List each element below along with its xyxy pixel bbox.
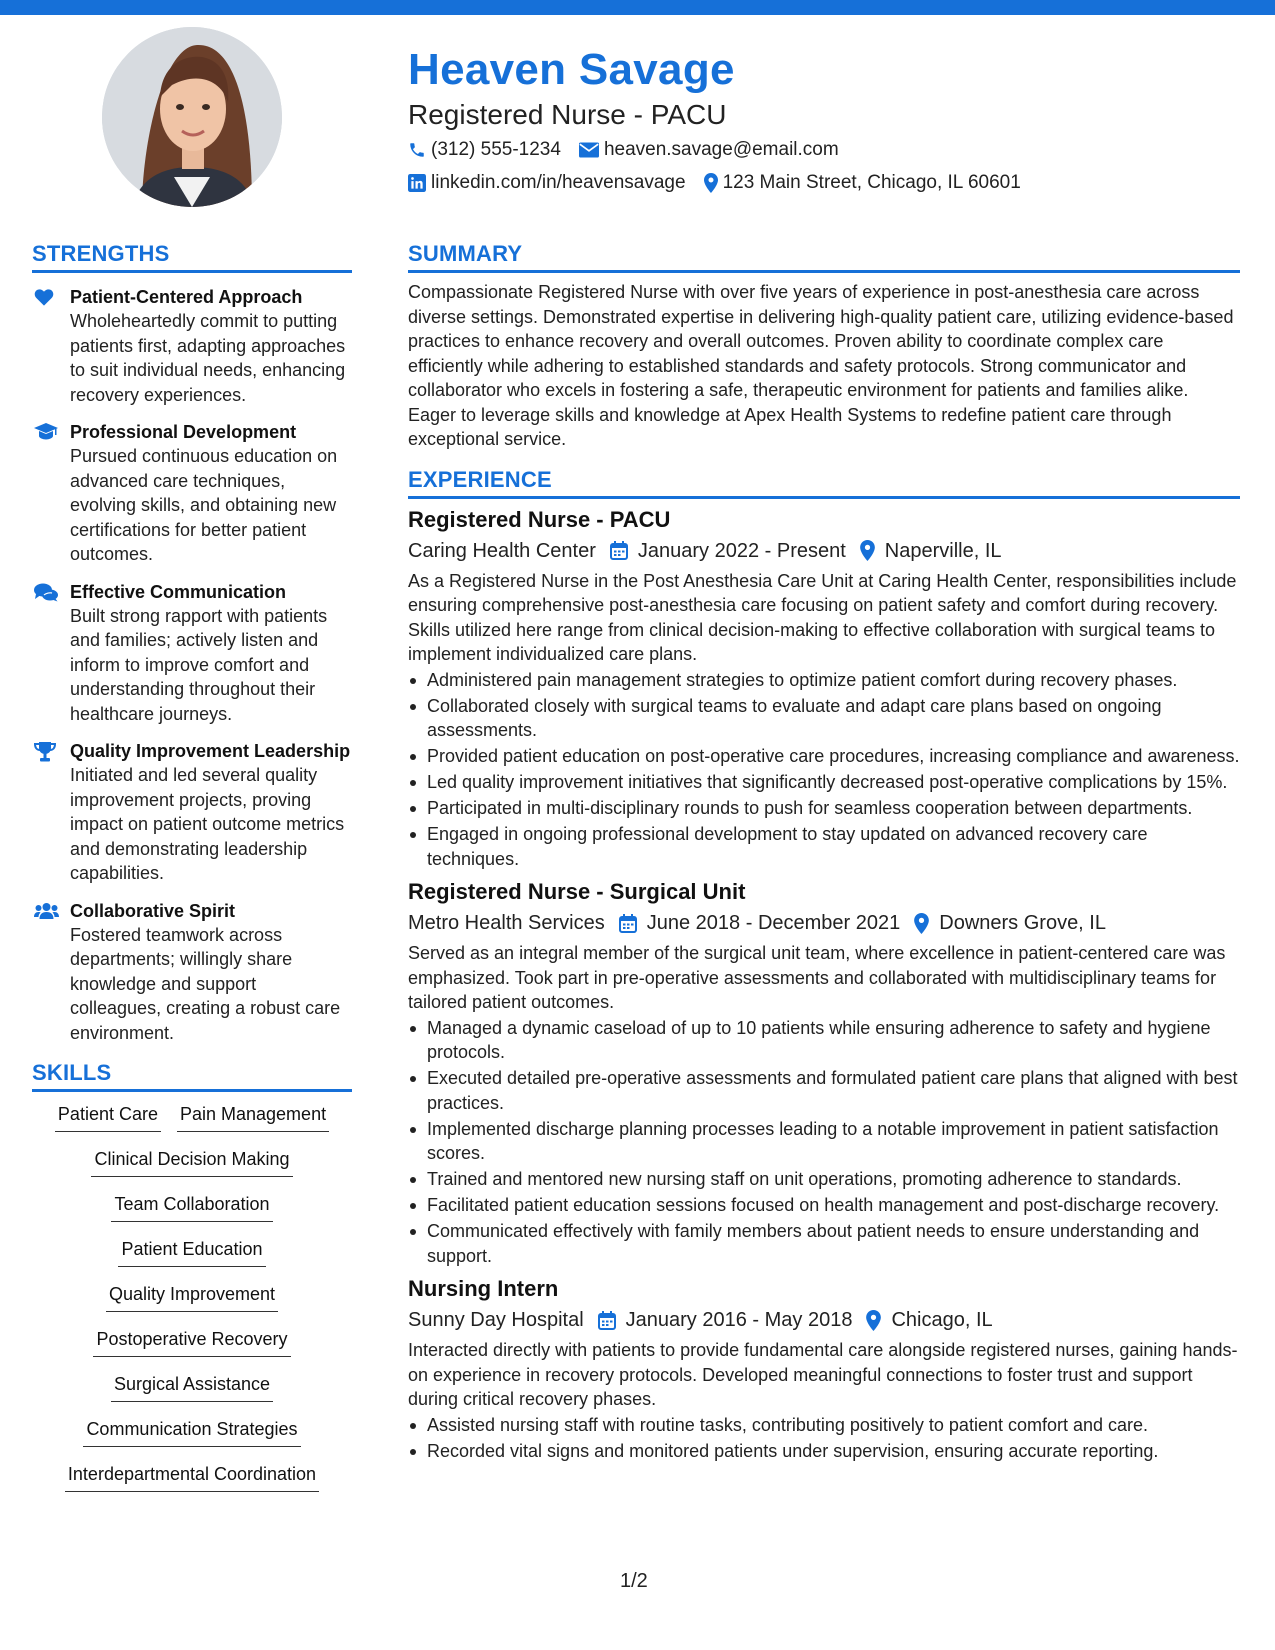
job-title: Registered Nurse - Surgical Unit	[408, 879, 746, 904]
map-pin-icon	[704, 173, 718, 193]
strength-title: Collaborative Spirit	[70, 900, 236, 921]
linkedin-icon	[408, 174, 426, 192]
strength-item	[32, 285, 352, 407]
left-column	[32, 240, 352, 1507]
strength-item	[32, 420, 352, 567]
street-address: 123 Main Street, Chicago, IL 60601	[722, 172, 1021, 193]
job-location: Chicago, IL	[891, 1309, 993, 1331]
job-dates: June 2018 - December 2021	[646, 912, 901, 934]
email-contact[interactable]	[579, 139, 839, 161]
skill-tag: Clinical Decision Making	[91, 1147, 292, 1177]
graduation-cap-icon	[34, 423, 58, 440]
job-dates: January 2016 - May 2018	[625, 1309, 853, 1331]
strength-description: Pursued continuous education on advanced care techniques, evolving skills, and obtaining new certifications for better patient outcomes.	[70, 446, 338, 564]
job-bullets	[408, 668, 1240, 872]
job-entry	[408, 1274, 1240, 1463]
strength-description: Built strong rapport with patients and families; actively listen and inform to improve comfort and understanding throughout their healthcare journeys.	[70, 605, 328, 724]
bullet-item: Facilitated patient education sessions focused on health management and post-discharge recovery.	[408, 1193, 1240, 1218]
job-location: Naperville, IL	[884, 539, 1002, 562]
job-location: Downers Grove, IL	[939, 912, 1106, 934]
strengths-heading: STRENGTHS	[32, 240, 352, 273]
bullet-item: Trained and mentored new nursing staff on unit operations, promoting adherence to standards.	[408, 1167, 1240, 1192]
phone-contact[interactable]	[408, 139, 561, 161]
top-accent-bar	[0, 0, 1275, 15]
skill-tag: Team Collaboration	[111, 1192, 272, 1222]
skill-tag: Patient Care	[55, 1102, 161, 1132]
calendar-icon	[598, 1311, 616, 1330]
job-title: Nursing Intern	[408, 1276, 559, 1301]
phone-icon	[408, 141, 426, 159]
job-meta	[408, 1304, 1240, 1336]
skill-tag: Surgical Assistance	[111, 1372, 273, 1402]
summary-text: Compassionate Registered Nurse with over five years of experience in post-anesthesia care across diverse settings. Demonstrated expertise in delivering high-quality patient care, utilizing evidence-based practices to enhance recovery and overall outcomes. Proven ability to coordinate complex care efficiently while adhering to established standards and safety protocols. Strong communicator and collaborator who excels in fostering a safe, therapeutic environment for patients and families alike. Eager to leverage skills and knowledge at Apex Health Systems to redefine patient care through exceptional service.	[408, 282, 1234, 449]
strength-item	[32, 580, 352, 727]
bullet-item: Provided patient education on post-operative care procedures, increasing compliance and awareness.	[408, 744, 1240, 769]
company-name: Sunny Day Hospital	[408, 1309, 584, 1331]
skill-tag: Interdepartmental Coordination	[65, 1462, 319, 1492]
skills-list	[32, 1102, 352, 1507]
strength-description: Initiated and led several quality improvement projects, proving impact on patient outcome metrics and demonstrating leadership capabilities.	[70, 765, 345, 883]
job-title: Registered Nurse - PACU	[408, 506, 671, 532]
strength-item	[32, 739, 352, 886]
experience-heading: EXPERIENCE	[408, 466, 1240, 499]
bullet-item: Recorded vital signs and monitored patients under supervision, ensuring accurate reporting.	[408, 1439, 1240, 1464]
job-description: Interacted directly with patients to provide fundamental care alongside registered nurses, gaining hands-on experience in recovery protocols. Developed meaningful connections to foster trust and support during critical recovery phases.	[408, 1340, 1238, 1409]
contact-row-2	[408, 168, 1238, 198]
skills-heading: SKILLS	[32, 1059, 352, 1092]
page-number: 1/2	[620, 1570, 648, 1592]
bullet-item: Assisted nursing staff with routine tasks, contributing positively to patient comfort and care.	[408, 1413, 1240, 1438]
linkedin-contact[interactable]	[408, 172, 686, 194]
job-meta	[408, 535, 1240, 567]
map-pin-icon	[866, 1310, 881, 1331]
bullet-item: Executed detailed pre-operative assessments and formulated patient care plans that aligned with best practices.	[408, 1066, 1240, 1115]
users-icon	[34, 902, 59, 920]
calendar-icon	[610, 541, 628, 560]
map-pin-icon	[860, 540, 875, 561]
profile-photo	[102, 27, 282, 207]
candidate-role: Registered Nurse - PACU	[408, 99, 727, 130]
bullet-item: Implemented discharge planning processes leading to a notable improvement in patient satisfaction scores.	[408, 1117, 1240, 1166]
candidate-name: Heaven Savage	[408, 45, 735, 94]
summary-heading: SUMMARY	[408, 240, 1240, 273]
heart-icon	[34, 288, 54, 306]
job-meta	[408, 907, 1240, 939]
skill-tag: Patient Education	[118, 1237, 265, 1267]
company-name: Caring Health Center	[408, 539, 596, 562]
phone-number: (312) 555-1234	[431, 139, 561, 160]
skills-section	[32, 1059, 352, 1507]
right-column	[408, 240, 1240, 1465]
job-bullets	[408, 1413, 1240, 1464]
strengths-list	[32, 285, 352, 1045]
bullet-item: Collaborated closely with surgical teams to evaluate and adapt care plans based on ongoing assessments.	[408, 694, 1240, 743]
bullet-item: Managed a dynamic caseload of up to 10 patients while ensuring adherence to safety and hygiene protocols.	[408, 1016, 1240, 1065]
skill-tag: Postoperative Recovery	[93, 1327, 290, 1357]
trophy-icon	[34, 742, 56, 762]
bullet-item: Communicated effectively with family members about patient needs to ensure understanding and support.	[408, 1219, 1240, 1268]
calendar-icon	[619, 914, 637, 933]
strength-title: Patient-Centered Approach	[70, 287, 303, 307]
strength-title: Quality Improvement Leadership	[70, 741, 351, 761]
strength-description: Wholeheartedly commit to putting patients first, adapting approaches to suit individual needs, enhancing recovery experiences.	[70, 311, 346, 405]
strength-item	[32, 899, 352, 1046]
linkedin-url: linkedin.com/in/heavensavage	[431, 172, 686, 193]
job-description: As a Registered Nurse in the Post Anesthesia Care Unit at Caring Health Center, responsibilities include ensuring comprehensive post-anesthesia care focusing on patient safety and comfort during recovery. Skills utilized here range from clinical decision-making to effective collaboration with surgical teams to implement individualized care plans.	[408, 570, 1237, 664]
contact-row-1	[408, 135, 1238, 165]
skill-tag: Pain Management	[177, 1102, 329, 1132]
envelope-icon	[579, 142, 599, 158]
comments-icon	[34, 583, 58, 602]
skill-tag: Quality Improvement	[106, 1282, 278, 1312]
strength-description: Fostered teamwork across departments; willingly share knowledge and support colleagues, creating a robust care environment.	[70, 924, 341, 1043]
map-pin-icon	[914, 913, 929, 934]
job-description: Served as an integral member of the surgical unit team, where excellence in patient-centered care was emphasized. Took part in pre-operative assessments and collaborated with multidisciplinary teams for tailored patient outcomes.	[408, 943, 1226, 1012]
job-bullets	[408, 1016, 1240, 1269]
address-contact	[704, 172, 1021, 194]
skill-tag: Communication Strategies	[83, 1417, 300, 1447]
bullet-item: Led quality improvement initiatives that significantly decreased post-operative complications by 15%.	[408, 770, 1240, 795]
strength-title: Effective Communication	[70, 581, 287, 602]
company-name: Metro Health Services	[408, 912, 605, 934]
email-address: heaven.savage@email.com	[603, 139, 839, 160]
resume-header	[408, 42, 1238, 198]
bullet-item: Administered pain management strategies to optimize patient comfort during recovery phases.	[408, 668, 1240, 693]
bullet-item: Participated in multi-disciplinary rounds to push for seamless cooperation between departments.	[408, 796, 1240, 821]
job-entry	[408, 505, 1240, 872]
bullet-item: Engaged in ongoing professional development to stay updated on advanced recovery care techniques.	[408, 822, 1240, 871]
job-dates: January 2022 - Present	[637, 539, 846, 562]
job-entry	[408, 877, 1240, 1268]
experience-section	[408, 466, 1240, 1464]
strength-title: Professional Development	[70, 422, 297, 442]
